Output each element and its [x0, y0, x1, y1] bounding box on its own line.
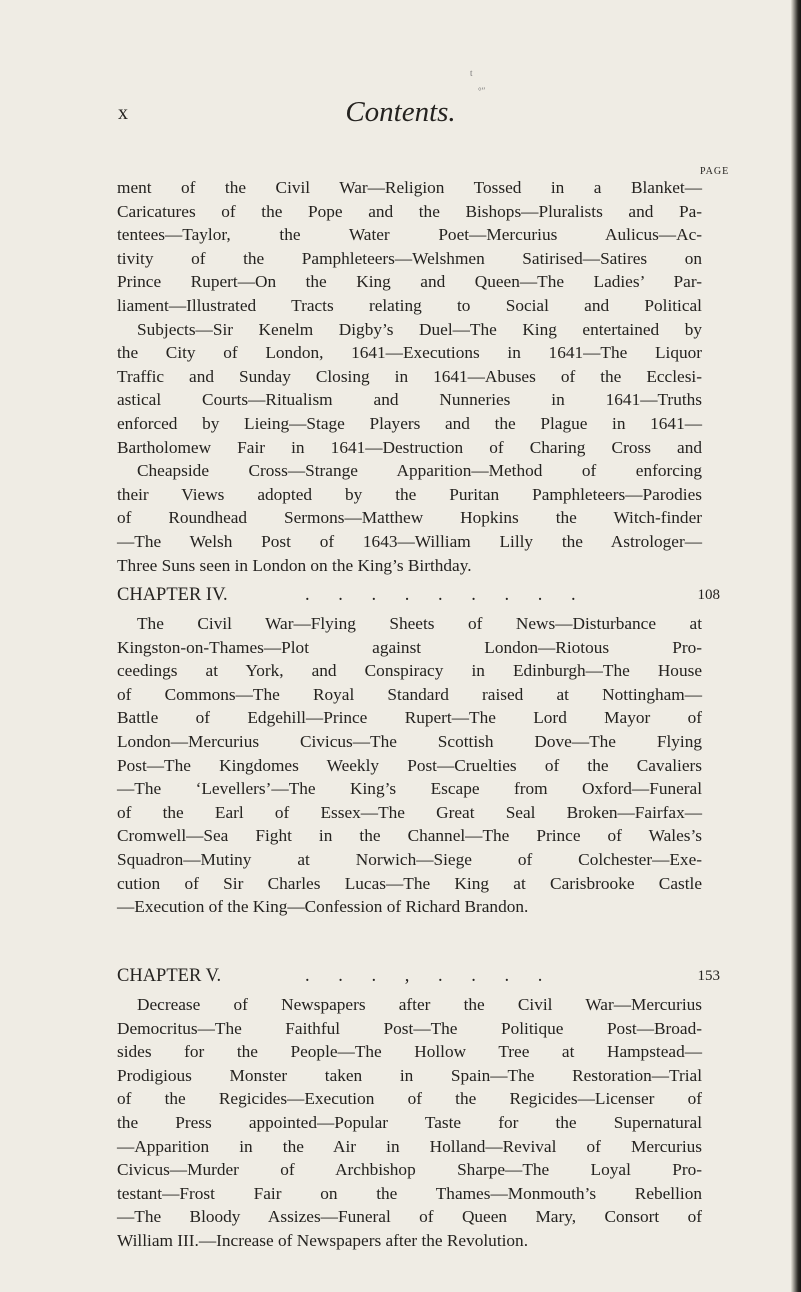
text-line: enforced by Lieing—Stage Players and the Plague in 1641—: [117, 413, 702, 433]
text-line: their Views adopted by the Puritan Pamphleteers—Parodies: [117, 484, 702, 504]
chapter-label: CHAPTER IV.: [117, 585, 228, 605]
chapter-v-summary: [117, 993, 702, 1253]
text-line: cution of Sir Charles Lucas—The King at Carisbrooke Castle: [117, 873, 702, 893]
text-line: sides for the People—The Hollow Tree at Hampstead—: [117, 1042, 702, 1062]
text-line: —Execution of the King—Confession of Richard Brandon.: [117, 897, 529, 917]
text-line: Post—The Kingdomes Weekly Post—Cruelties of the Cavaliers: [117, 755, 702, 775]
text-line: Democritus—The Faithful Post—The Politique Post—Broad-: [117, 1018, 702, 1038]
text-line: Squadron—Mutiny at Norwich—Siege of Colchester—Exe-: [117, 849, 702, 869]
leader-dots: . . . . . . . . .: [305, 585, 588, 605]
page-title: Contents.: [345, 96, 456, 128]
text-line: The Civil War—Flying Sheets of News—Disturbance at: [137, 614, 702, 633]
chapter-page-number: 153: [697, 968, 720, 984]
continuation-paragraph: [117, 176, 702, 577]
text-line: ment of the Civil War—Religion Tossed in a Blanket—: [117, 178, 702, 197]
text-line: —Apparition in the Air in Holland—Revival of Mercurius: [117, 1136, 702, 1156]
page-edge-shadow: [791, 0, 801, 1292]
text-line: liament—Illustrated Tracts relating to Social and Political: [117, 295, 702, 315]
text-line: tivity of the Pamphleteers—Welshmen Satirised—Satires on: [117, 248, 702, 268]
text-line: —The Welsh Post of 1643—William Lilly the Astrologer—: [117, 531, 702, 551]
chapter-iv-summary: [117, 612, 702, 919]
text-line: Decrease of Newspapers after the Civil War—Mercurius: [137, 995, 702, 1014]
text-line: Kingston-on-Thames—Plot against London—Riotous Pro-: [117, 637, 702, 657]
chapter-page-number: 108: [697, 587, 720, 603]
text-line: Battle of Edgehill—Prince Rupert—The Lord Mayor of: [117, 708, 702, 728]
page-column-label: PAGE: [700, 166, 730, 177]
text-line: the Press appointed—Popular Taste for the Supernatural: [117, 1112, 702, 1132]
text-line: of Commons—The Royal Standard raised at Nottingham—: [117, 684, 702, 704]
text-line: William III.—Increase of Newspapers after the Revolution.: [117, 1230, 529, 1250]
text-line: Cheapside Cross—Strange Apparition—Method of enforcing: [137, 461, 702, 481]
text-line: Cromwell—Sea Fight in the Channel—The Prince of Wales’s: [117, 826, 702, 846]
text-line: Traffic and Sunday Closing in 1641—Abuses of the Ecclesi-: [117, 366, 702, 386]
leader-dots: . . . , . . . .: [305, 966, 555, 986]
text-line: Bartholomew Fair in 1641—Destruction of Charing Cross and: [117, 437, 702, 457]
page-number: x: [118, 102, 129, 124]
text-line: ceedings at York, and Conspiracy in Edinburgh—The House: [117, 661, 702, 681]
text-line: of Roundhead Sermons—Matthew Hopkins the Witch-finder: [117, 508, 702, 528]
text-line: of the Regicides—Execution of the Regicides—Licenser of: [117, 1089, 702, 1109]
text-line: Civicus—Murder of Archbishop Sharpe—The Loyal Pro-: [117, 1160, 702, 1180]
text-line: of the Earl of Essex—The Great Seal Broken—Fairfax—: [117, 802, 702, 822]
text-line: Three Suns seen in London on the King’s Birthday.: [117, 555, 472, 575]
text-line: Prince Rupert—On the King and Queen—The Ladies’ Par-: [117, 272, 702, 292]
text-line: the City of London, 1641—Executions in 1641—The Liquor: [117, 343, 702, 363]
text-line: Subjects—Sir Kenelm Digby’s Duel—The King entertained by: [137, 319, 702, 339]
text-line: astical Courts—Ritualism and Nunneries in 1641—Truths: [117, 390, 702, 410]
text-line: Caricatures of the Pope and the Bishops—Pluralists and Pa-: [117, 201, 702, 221]
text-line: London—Mercurius Civicus—The Scottish Dove—The Flying: [117, 731, 702, 751]
print-mark: t: [470, 68, 473, 78]
text-line: testant—Frost Fair on the Thames—Monmouth’s Rebellion: [117, 1183, 702, 1203]
text-line: —The ‘Levellers’—The King’s Escape from Oxford—Funeral: [117, 779, 702, 799]
text-line: tentees—Taylor, the Water Poet—Mercurius Aulicus—Ac-: [117, 225, 702, 245]
text-line: Prodigious Monster taken in Spain—The Restoration—Trial: [117, 1065, 702, 1085]
text-line: —The Bloody Assizes—Funeral of Queen Mary, Consort of: [117, 1207, 702, 1227]
print-mark-small: °″: [478, 86, 486, 96]
chapter-label: CHAPTER V.: [117, 966, 222, 986]
